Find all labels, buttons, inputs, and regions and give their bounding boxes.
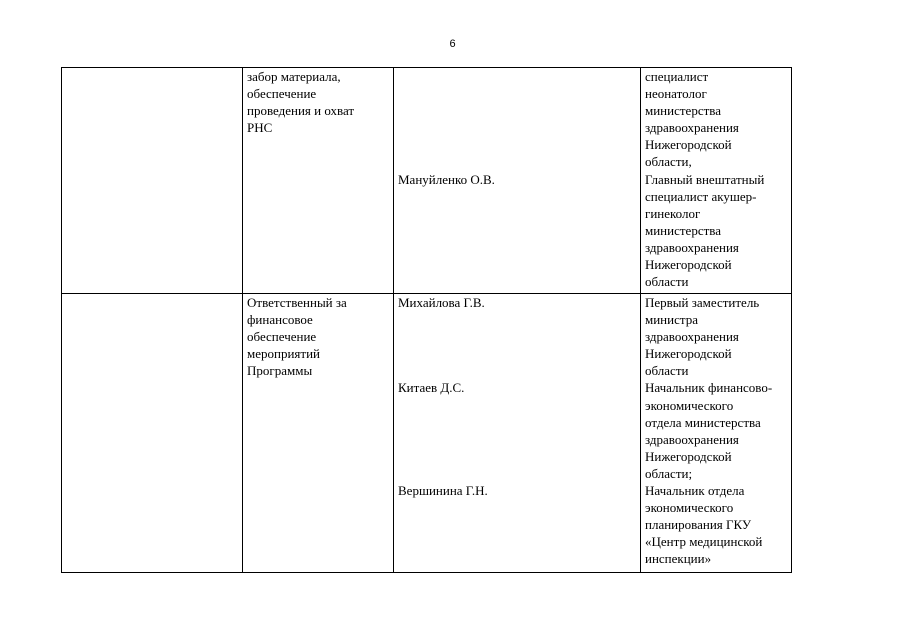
responsibility-table [61,67,792,573]
table-row [62,68,792,294]
table-cell-empty [62,294,243,573]
table-cell-task: Ответственный за финансовое обеспечение мероприятий Программы [243,294,394,573]
table-cell-empty [62,68,243,294]
table-cell-position: Первый заместитель министра здравоохранения Нижегородской области Начальник финансово- экономического отдела министерства здравоохранения Нижегородской области; Начальник отдела экономического планирования ГКУ «Центр медицинской инспекции» [641,294,792,573]
table-cell-person: Михайлова Г.В. Китаев Д.С. Вершинина Г.Н. [394,294,641,573]
table-cell-person: Мануйленко О.В. [394,68,641,294]
table-cell-position: специалист неонатолог министерства здравоохранения Нижегородской области, Главный внештатный специалист акушер- гинеколог министерства здравоохранения Нижегородской области [641,68,792,294]
table-cell-task: забор материала, обеспечение проведения и охват РНС [243,68,394,294]
page-number: 6 [449,38,456,50]
table-row [62,294,792,573]
